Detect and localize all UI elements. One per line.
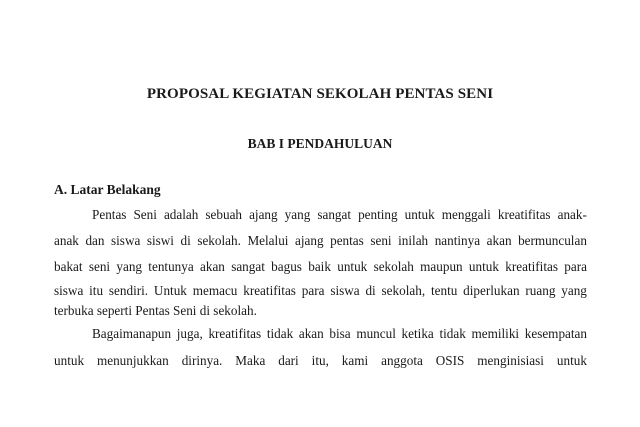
word: sendiri.: [108, 283, 149, 298]
word: anak-: [557, 207, 587, 222]
word: sekolah.: [197, 233, 241, 248]
word: kreatifitas: [243, 283, 296, 298]
word: juga,: [176, 326, 203, 341]
word: Seni: [133, 207, 157, 222]
word: siswa: [54, 283, 84, 298]
word: sangat: [317, 207, 352, 222]
word: para: [301, 283, 325, 298]
word: kreatifitas: [505, 259, 558, 274]
word: bisa: [329, 326, 351, 341]
word: para: [564, 259, 587, 274]
word: yang: [561, 283, 587, 298]
paragraph-2-line-2: [54, 353, 587, 369]
word: Bagaimanapun: [92, 326, 172, 341]
word: untuk: [54, 353, 85, 368]
word: anggota: [381, 353, 423, 368]
word: tentu: [430, 283, 458, 298]
word: menginisiasi: [477, 353, 544, 368]
word: sekolah: [373, 259, 414, 274]
word: siswi: [146, 233, 174, 248]
word: di: [180, 233, 191, 248]
word: inilah: [398, 233, 429, 248]
document-title: PROPOSAL KEGIATAN SEKOLAH PENTAS SENI: [146, 86, 494, 102]
word: ajang: [295, 233, 324, 248]
section-heading: A. Latar Belakang: [54, 182, 161, 197]
word: nantinya: [434, 233, 481, 248]
word: kreatifitas: [497, 207, 551, 222]
word: OSIS: [435, 353, 465, 368]
word: kesempatan: [524, 326, 587, 341]
word: siswa: [330, 283, 360, 298]
word: tidak: [266, 326, 294, 341]
word: seni: [88, 259, 111, 274]
word: yang: [284, 207, 311, 222]
word: siswa: [111, 233, 141, 248]
word: dirinya.: [181, 353, 223, 368]
word: akan: [298, 326, 324, 341]
word: untuk: [337, 259, 368, 274]
word: bakat: [54, 259, 83, 274]
word: dan: [85, 233, 105, 248]
word: menggali: [441, 207, 491, 222]
paragraph-1-line-1: [92, 207, 587, 223]
word: dari: [278, 353, 299, 368]
word: akan: [200, 259, 225, 274]
word: Untuk: [153, 283, 187, 298]
word: yang: [116, 259, 143, 274]
word: sebuah: [205, 207, 243, 222]
word: untuk: [404, 207, 435, 222]
word: tidak: [439, 326, 466, 341]
word: seni: [370, 233, 392, 248]
word: baik: [308, 259, 331, 274]
word: maupun: [420, 259, 463, 274]
word: Melalui: [247, 233, 289, 248]
chapter-title: BAB I PENDAHULUAN: [247, 136, 393, 151]
paragraph-1-line-2: [54, 233, 587, 249]
word: tentunya: [148, 259, 194, 274]
word: bagus: [271, 259, 302, 274]
word: untuk: [556, 353, 587, 368]
word: muncul: [356, 326, 396, 341]
word: Maka: [235, 353, 266, 368]
word: anak: [54, 233, 79, 248]
word: adalah: [163, 207, 199, 222]
paragraph-1-line-5: terbuka seperti Pentas Seni di sekolah.: [54, 303, 257, 318]
word: kami: [341, 353, 369, 368]
word: ajang: [249, 207, 278, 222]
word: sekolah,: [381, 283, 426, 298]
paragraph-2-line-1: [92, 326, 587, 342]
word: di: [365, 283, 376, 298]
word: itu: [89, 283, 104, 298]
word: sangat: [231, 259, 265, 274]
word: memiliki: [471, 326, 520, 341]
paragraph-1-line-3: [54, 259, 587, 275]
word: itu,: [311, 353, 329, 368]
word: untuk: [468, 259, 499, 274]
paragraph-1-line-4: [54, 283, 587, 299]
word: Pentas: [92, 207, 127, 222]
word: akan: [486, 233, 512, 248]
word: ketika: [401, 326, 434, 341]
word: menunjukkan: [96, 353, 169, 368]
word: diperlukan: [463, 283, 520, 298]
word: ruang: [525, 283, 556, 298]
word: kreatifitas: [208, 326, 262, 341]
word: pentas: [330, 233, 364, 248]
word: memacu: [192, 283, 238, 298]
word: bermunculan: [518, 233, 587, 248]
word: penting: [358, 207, 398, 222]
